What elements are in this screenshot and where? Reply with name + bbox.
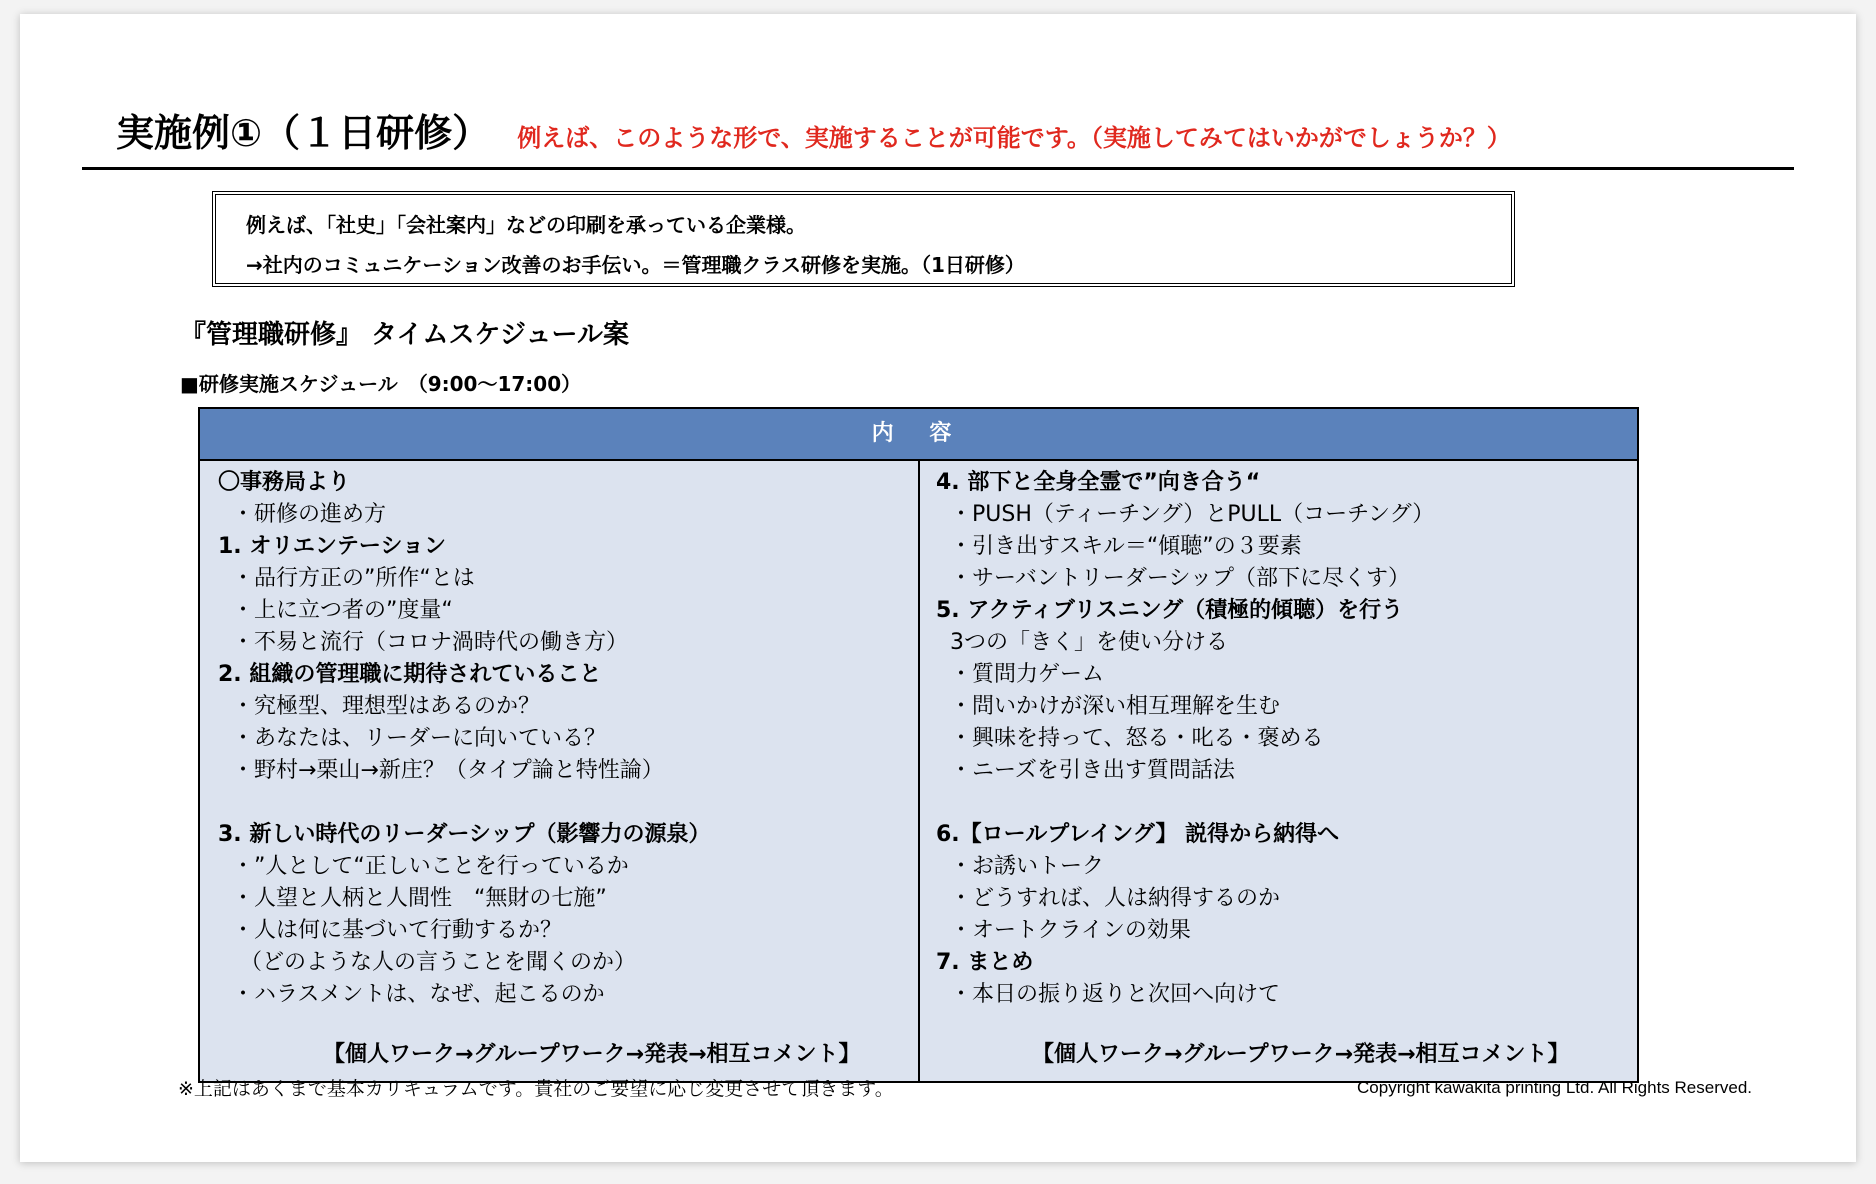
list-item: ・研修の進め方 xyxy=(232,502,387,527)
list-item: ・本日の振り返りと次回へ向けて xyxy=(950,982,1281,1007)
list-item: ・引き出すスキル＝“傾聴”の３要素 xyxy=(950,534,1302,559)
list-item: ・上に立つ者の”度量“ xyxy=(232,598,453,623)
right-column xyxy=(936,467,1434,1011)
schedule-title: 『管理職研修』 タイムスケジュール案 xyxy=(180,320,629,350)
list-item: ・興味を持って、怒る・叱る・褒める xyxy=(950,726,1324,751)
section-heading: 4. 部下と全身全霊で”向き合う“ xyxy=(936,470,1261,495)
spacer xyxy=(218,787,710,819)
slide xyxy=(20,14,1856,1162)
list-item: 3つの「きく」を使い分ける xyxy=(950,630,1228,655)
intro-box xyxy=(212,191,1515,287)
list-item: ・オートクラインの効果 xyxy=(950,918,1191,943)
curriculum-note: ※上記はあくまで基本カリキュラムです。貴社のご要望に応じ変更させて頂きます。 xyxy=(178,1078,894,1100)
title-note: 例えば、このような形で、実施することが可能です。（実施してみてはいかがでしょうか？） xyxy=(517,124,1511,152)
list-item: ・お誘いトーク xyxy=(950,854,1105,879)
schedule-table xyxy=(198,407,1639,1083)
list-item: ・”人として“正しいことを行っているか xyxy=(232,854,629,879)
list-item: ・サーバントリーダーシップ（部下に尽くす） xyxy=(950,566,1411,591)
group-work-left: 【個人ワーク→グループワーク→発表→相互コメント】 xyxy=(323,1042,861,1067)
list-item: ・PUSH（ティーチング）とPULL（コーチング） xyxy=(950,502,1435,527)
page-title: 実施例①（１日研修） xyxy=(116,111,491,155)
section-heading: 3. 新しい時代のリーダーシップ（影響力の源泉） xyxy=(218,822,711,847)
intro-line-1: 例えば、「社史」「会社案内」などの印刷を承っている企業様。 xyxy=(246,213,806,237)
list-item: ・不易と流行（コロナ渦時代の働き方） xyxy=(232,630,629,655)
schedule-subtitle: ■研修実施スケジュール （9:00～17:00） xyxy=(180,372,582,396)
section-heading: 7. まとめ xyxy=(936,950,1034,975)
list-item: ・ハラスメントは、なぜ、起こるのか xyxy=(232,982,605,1007)
list-item: ・人望と人柄と人間性 “無財の七施” xyxy=(232,886,607,911)
list-item: ・問いかけが深い相互理解を生む xyxy=(950,694,1281,719)
section-heading: 1. オリエンテーション xyxy=(218,534,447,559)
column-divider xyxy=(918,459,920,1081)
title-rule xyxy=(82,167,1794,170)
list-item: ・ニーズを引き出す質問話法 xyxy=(950,758,1235,783)
left-column xyxy=(218,467,710,1011)
intro-line-2: →社内のコミュニケーション改善のお手伝い。＝管理職クラス研修を実施。（1日研修） xyxy=(246,253,1025,277)
list-item: ・あなたは、リーダーに向いている？ xyxy=(232,726,607,751)
list-item: ・品行方正の”所作“とは xyxy=(232,566,475,591)
list-item: ・人は何に基づいて行動するか？ xyxy=(232,918,563,943)
list-item: ・どうすれば、人は納得するのか xyxy=(950,886,1281,911)
table-header: 内 容 xyxy=(200,409,1637,461)
title-row xyxy=(116,102,1511,157)
copyright: Copyright kawakita printing Ltd. All Rights Reserved. xyxy=(1357,1078,1752,1097)
section-heading: 5. アクティブリスニング（積極的傾聴）を行う xyxy=(936,598,1404,623)
list-item: ・究極型、理想型はあるのか？ xyxy=(232,694,541,719)
spacer xyxy=(936,787,1434,819)
section-heading: 2. 組織の管理職に期待されていること xyxy=(218,662,602,687)
list-item: ・野村→栗山→新庄？（タイプ論と特性論） xyxy=(232,758,664,783)
group-work-right: 【個人ワーク→グループワーク→発表→相互コメント】 xyxy=(1032,1042,1570,1067)
list-item: （どのような人の言うことを聞くのか） xyxy=(240,950,637,975)
list-item: ・質問力ゲーム xyxy=(950,662,1105,687)
section-heading: 6.【ロールプレイング】 説得から納得へ xyxy=(936,822,1340,847)
section-heading: 〇事務局より xyxy=(218,470,351,495)
